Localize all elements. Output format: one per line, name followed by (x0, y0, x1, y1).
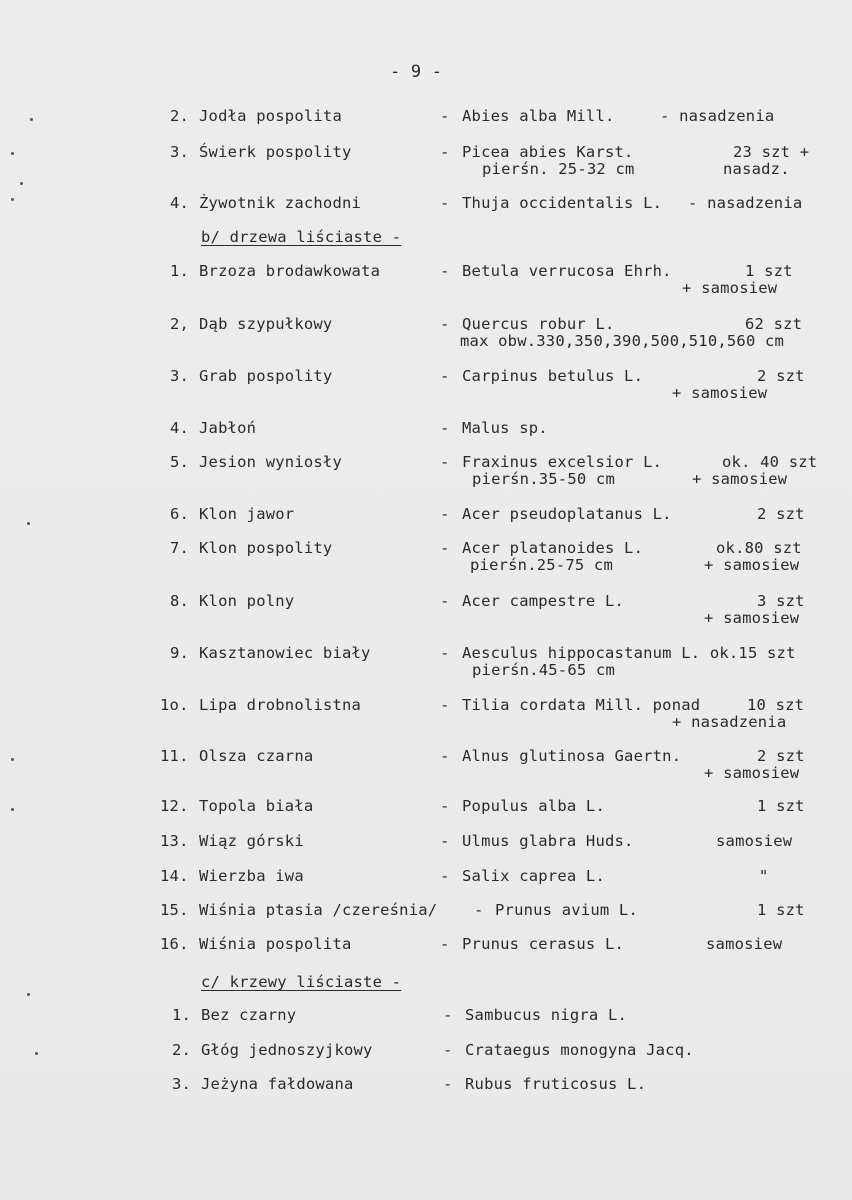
polish-name: Bez czarny (201, 1006, 297, 1024)
latin-name: Populus alba L. (462, 797, 605, 815)
note: 1 szt (745, 262, 793, 280)
latin-name: Ulmus glabra Huds. (462, 832, 634, 850)
scan-speck (27, 522, 30, 525)
note-detail: + samosiew (682, 279, 778, 297)
latin-name: Abies alba Mill. (462, 107, 615, 125)
polish-name: Klon pospolity (199, 539, 333, 557)
note-detail: + nasadzenia (672, 713, 787, 731)
dash: - (440, 194, 450, 212)
latin-name: Prunus avium L. (495, 901, 638, 919)
latin-detail: max obw.330,350,390,500,510,560 cm (460, 332, 785, 350)
item-number: 3. (172, 1075, 192, 1093)
polish-name: Olsza czarna (199, 747, 314, 765)
latin-name: Thuja occidentalis L. (462, 194, 663, 212)
latin-name: Alnus glutinosa Gaertn. (462, 747, 682, 765)
latin-detail: pierśn. 25-32 cm (482, 160, 635, 178)
latin-detail: pierśn.45-65 cm (472, 661, 615, 679)
dash: - (440, 832, 450, 850)
scan-speck (11, 808, 14, 811)
item-number: 1. (172, 1006, 192, 1024)
item-number: 9. (170, 644, 190, 662)
latin-detail: pierśn.35-50 cm (472, 470, 615, 488)
latin-name: Sambucus nigra L. (465, 1006, 628, 1024)
polish-name: Żywotnik zachodni (199, 194, 362, 212)
latin-name: Aesculus hippocastanum L. ok.15 szt (462, 644, 796, 662)
dash: - (440, 315, 450, 333)
item-number: 2, (170, 315, 190, 333)
polish-name: Jesion wyniosły (199, 453, 342, 471)
note: 62 szt (745, 315, 803, 333)
latin-name: Carpinus betulus L. (462, 367, 644, 385)
note: samosiew (716, 832, 793, 850)
latin-name: Crataegus monogyna Jacq. (465, 1041, 694, 1059)
polish-name: Lipa drobnolistna (199, 696, 362, 714)
note: 1 szt (757, 901, 805, 919)
note: - nasadzenia (660, 107, 775, 125)
scan-speck (20, 182, 23, 185)
dash: - (440, 867, 450, 885)
dash: - (440, 453, 450, 471)
note-detail: + samosiew (692, 470, 788, 488)
item-number: 5. (170, 453, 190, 471)
note-detail: nasadz. (723, 160, 790, 178)
ditto-mark: " (759, 867, 769, 885)
dash: - (440, 797, 450, 815)
note: 3 szt (757, 592, 805, 610)
item-number: 12. (160, 797, 189, 815)
polish-name: Głóg jednoszyjkowy (201, 1041, 373, 1059)
dash: - (440, 143, 450, 161)
latin-name: Tilia cordata Mill. ponad (462, 696, 701, 714)
latin-name: Prunus cerasus L. (462, 935, 625, 953)
item-number: 3. (170, 367, 190, 385)
item-number: 4. (170, 419, 190, 437)
note: 2 szt (757, 747, 805, 765)
polish-name: Klon polny (199, 592, 295, 610)
polish-name: Grab pospolity (199, 367, 333, 385)
dash: - (443, 1006, 453, 1024)
item-number: 4. (170, 194, 190, 212)
latin-detail: pierśn.25-75 cm (470, 556, 613, 574)
note: - nasadzenia (688, 194, 803, 212)
note: 2 szt (757, 505, 805, 523)
dash: - (440, 696, 450, 714)
polish-name: Wiśnia ptasia /czereśnia/ (199, 901, 438, 919)
polish-name: Jeżyna fałdowana (201, 1075, 354, 1093)
dash: - (440, 367, 450, 385)
item-number: 1o. (160, 696, 189, 714)
polish-name: Świerk pospolity (199, 143, 352, 161)
dash: - (443, 1075, 453, 1093)
dash: - (440, 262, 450, 280)
item-number: 1. (170, 262, 190, 280)
item-number: 14. (160, 867, 189, 885)
scan-speck (11, 152, 14, 155)
item-number: 6. (170, 505, 190, 523)
dash: - (440, 592, 450, 610)
polish-name: Wiąz górski (199, 832, 304, 850)
polish-name: Brzoza brodawkowata (199, 262, 381, 280)
note: ok.80 szt (716, 539, 802, 557)
dash: - (440, 644, 450, 662)
polish-name: Dąb szypułkowy (199, 315, 333, 333)
section-heading-b: b/ drzewa liściaste - (201, 228, 402, 246)
latin-name: Acer campestre L. (462, 592, 625, 610)
note: 23 szt + (733, 143, 810, 161)
polish-name: Jodła pospolita (199, 107, 342, 125)
note: ok. 40 szt (722, 453, 818, 471)
polish-name: Wierzba iwa (199, 867, 304, 885)
dash: - (440, 539, 450, 557)
item-number: 2. (170, 107, 190, 125)
note: 1 szt (757, 797, 805, 815)
polish-name: Klon jawor (199, 505, 295, 523)
page-number: - 9 - (390, 62, 443, 82)
latin-name: Rubus fruticosus L. (465, 1075, 647, 1093)
latin-name: Acer pseudoplatanus L. (462, 505, 672, 523)
polish-name: Jabłoń (199, 419, 257, 437)
dash: - (440, 747, 450, 765)
note-detail: + samosiew (672, 384, 768, 402)
latin-name: Picea abies Karst. (462, 143, 634, 161)
note-detail: + samosiew (704, 764, 800, 782)
item-number: 16. (160, 935, 189, 953)
scan-speck (30, 118, 33, 121)
latin-name: Quercus robur L. (462, 315, 615, 333)
latin-name: Fraxinus excelsior L. (462, 453, 663, 471)
item-number: 11. (160, 747, 189, 765)
scan-speck (11, 198, 14, 201)
dash: - (440, 935, 450, 953)
latin-name: Betula verrucosa Ehrh. (462, 262, 672, 280)
polish-name: Topola biała (199, 797, 314, 815)
item-number: 7. (170, 539, 190, 557)
latin-name: Salix caprea L. (462, 867, 605, 885)
item-number: 13. (160, 832, 189, 850)
note: 10 szt (747, 696, 805, 714)
dash: - (440, 419, 450, 437)
dash: - (440, 505, 450, 523)
note: samosiew (706, 935, 783, 953)
item-number: 3. (170, 143, 190, 161)
item-number: 8. (170, 592, 190, 610)
latin-name: Malus sp. (462, 419, 548, 437)
dash: - (440, 107, 450, 125)
dash: - (474, 901, 484, 919)
scan-speck (11, 758, 14, 761)
item-number: 2. (172, 1041, 192, 1059)
polish-name: Wiśnia pospolita (199, 935, 352, 953)
section-heading-c: c/ krzewy liściaste - (201, 973, 402, 991)
note-detail: + samosiew (704, 609, 800, 627)
dash: - (443, 1041, 453, 1059)
note-detail: + samosiew (704, 556, 800, 574)
item-number: 15. (160, 901, 189, 919)
scan-speck (35, 1052, 38, 1055)
polish-name: Kasztanowiec biały (199, 644, 371, 662)
note: 2 szt (757, 367, 805, 385)
scan-speck (27, 993, 30, 996)
latin-name: Acer platanoides L. (462, 539, 644, 557)
